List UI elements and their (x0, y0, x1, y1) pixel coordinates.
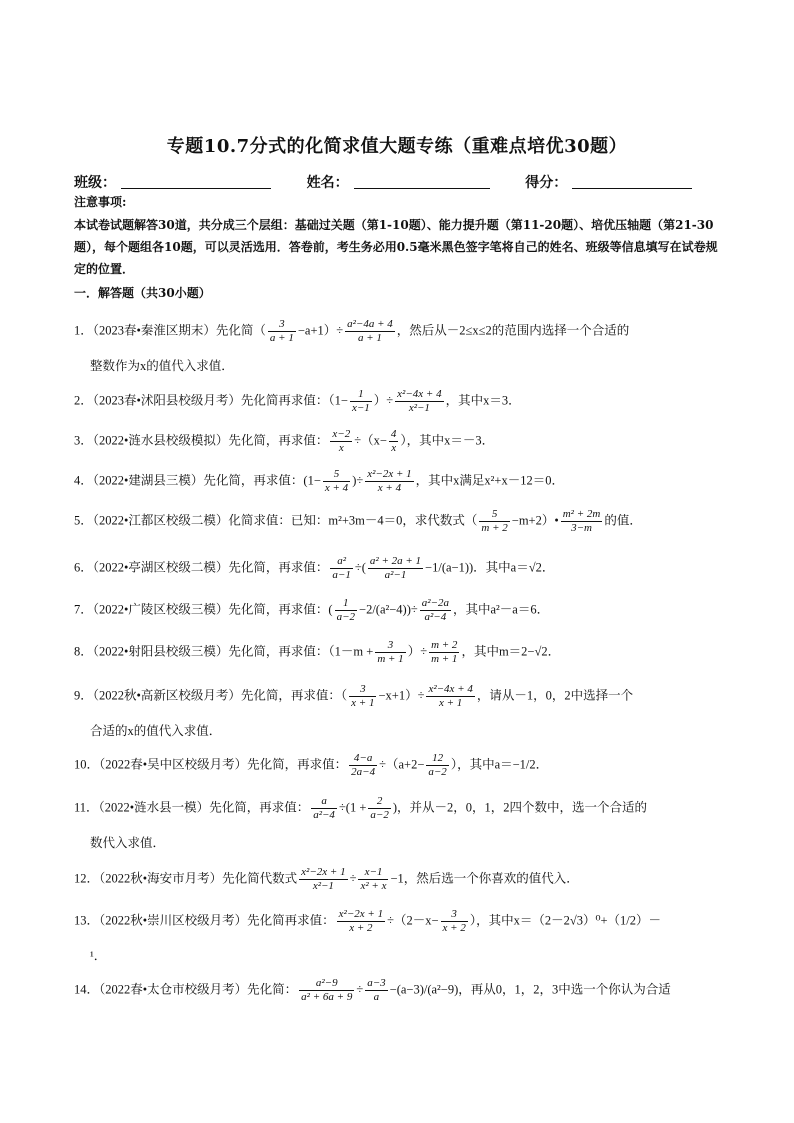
numerator: a²−2a (421, 597, 449, 609)
question-item (74, 639, 730, 666)
question-prompt: 先化简（ (215, 323, 266, 338)
denominator: x + 2 (442, 922, 466, 934)
question-item (74, 683, 730, 740)
fraction (349, 752, 377, 779)
question-source: （2022秋•崇川区校级月考） (99, 913, 248, 928)
question-item (74, 468, 730, 495)
class-field[interactable] (121, 174, 271, 189)
question-number: 2． (74, 393, 93, 408)
numerator: 1 (335, 597, 357, 611)
denominator: a−1 (332, 569, 351, 581)
denominator: x (338, 442, 344, 454)
question-source: （2022•亭湖区校级二模） (92, 560, 229, 575)
numerator: x−2 (332, 428, 351, 440)
fraction (375, 639, 405, 666)
fraction (368, 795, 390, 822)
question-continuation: 数代入求值． (90, 836, 166, 850)
denominator: 2a−4 (351, 766, 376, 778)
fraction (426, 683, 474, 710)
question-source: （2022秋•高新区校级月考） (92, 688, 241, 703)
question-source: （2023春•沭阳县校级月考） (92, 393, 241, 408)
question-number: 1． (74, 323, 93, 338)
fraction (365, 468, 413, 495)
numerator: 5 (479, 508, 509, 522)
question-prompt: 先化简，再求值：(1− (203, 473, 321, 488)
question-item (74, 508, 730, 535)
question-prompt: 先化简： (247, 982, 298, 997)
question-item (74, 795, 730, 852)
notes-body: 本试卷试题解答30道，共分成三个层组：基础过关题（第1-10题）、能力提升题（第11-20题）、培优压轴题（第21-30题），每个题组各10题，可以灵活选用．答卷前，考生务必用0.5毫米黑色签字笔将自己的姓名、班级等信息填写在试卷规定的位置． (74, 218, 718, 276)
question-number: 14． (74, 982, 100, 997)
question-number: 7． (74, 602, 93, 617)
fraction (345, 318, 395, 345)
numerator: a (311, 795, 337, 809)
numerator: 2 (368, 795, 390, 809)
numerator: a² + 2a + 1 (369, 555, 422, 567)
numerator: 3 (441, 908, 468, 922)
name-field[interactable] (354, 174, 490, 189)
question-tail: 的值． (604, 513, 642, 528)
denominator: a²−4 (424, 611, 447, 623)
question-number: 6． (74, 560, 93, 575)
question-tail: ），其中a＝−1/2． (450, 757, 549, 772)
denominator: a (373, 991, 380, 1003)
fraction (337, 908, 385, 935)
question-tail: −1/(a−1))．其中a＝√2． (425, 560, 555, 575)
denominator: a²−1 (384, 569, 407, 581)
fraction (350, 388, 372, 415)
question-item (74, 866, 730, 893)
question-operator: ÷ (356, 982, 364, 997)
question-source: （2022春•吴中区校级月考） (99, 757, 248, 772)
denominator: x + 1 (351, 697, 375, 709)
question-tail: −(a−3)/(a²−9)，再从0，1，2，3中选一个你认为合适 (389, 982, 671, 997)
question-prompt: 先化简，再求值：( (228, 602, 333, 617)
question-prompt: 先化简，再求值： (247, 757, 348, 772)
question-number: 10． (74, 757, 100, 772)
fraction (479, 508, 509, 535)
question-operator: ）÷ (373, 393, 394, 408)
denominator: m + 2 (481, 522, 508, 534)
denominator: a−2 (370, 809, 389, 821)
page-title: 专题10.7分式的化简求值大题专练（重难点培优30题） (166, 136, 628, 157)
question-operator: ÷（a+2− (379, 757, 425, 772)
notes-heading: 注意事项: (74, 195, 127, 209)
numerator: x²−2x + 1 (367, 468, 412, 480)
denominator: a−2 (336, 611, 356, 623)
question-prompt: 先化简，再求值：（ (240, 688, 348, 703)
question-source: （2023春•秦淮区期末） (92, 323, 216, 338)
denominator: x + 4 (377, 482, 402, 494)
denominator: m + 1 (431, 653, 458, 665)
question-number: 4． (74, 473, 93, 488)
numerator: a−3 (367, 977, 386, 989)
numerator: m² + 2m (562, 508, 601, 520)
score-field[interactable] (572, 174, 692, 189)
question-prompt: 先化简代数式 (222, 871, 298, 886)
question-operator: ）÷ (407, 644, 428, 659)
denominator: a + 1 (269, 332, 294, 344)
question-operator: −a+1）÷ (297, 323, 344, 338)
numerator: a²−9 (299, 977, 354, 991)
question-source: （2022•建湖县三模） (92, 473, 204, 488)
name-label: 姓名： (306, 175, 349, 191)
numerator: a² (330, 555, 352, 569)
question-item (74, 597, 730, 624)
denominator: x + 2 (349, 922, 373, 934)
fraction (365, 977, 387, 1004)
numerator: x²−4x + 4 (428, 683, 473, 695)
question-item (74, 908, 730, 965)
question-item (74, 752, 730, 779)
question-source: （2022秋•海安市月考） (99, 871, 223, 886)
numerator: 4−a (349, 752, 377, 766)
question-operator: −2/(a²−4))÷ (359, 602, 418, 617)
question-prompt: 先化简，再求值： (209, 800, 310, 815)
fraction (561, 508, 603, 535)
question-item (74, 318, 730, 375)
question-tail: ），其中x＝－3． (400, 433, 495, 448)
question-tail: ，其中x＝3． (445, 393, 521, 408)
fraction (395, 388, 443, 415)
student-info-row (74, 172, 734, 192)
fraction (330, 428, 352, 455)
fraction (299, 866, 347, 893)
denominator: x + 1 (439, 697, 463, 709)
question-continuation: 整数作为x的值代入求值． (90, 359, 234, 373)
denominator: a−2 (428, 766, 447, 778)
denominator: x (391, 442, 397, 454)
denominator: m + 1 (377, 653, 404, 665)
fraction (358, 866, 388, 893)
question-number: 5． (74, 513, 93, 528)
question-tail: −1，然后选一个你喜欢的值代入． (390, 871, 579, 886)
numerator: 12 (426, 752, 448, 766)
question-operator: −x+1）÷ (378, 688, 425, 703)
question-tail: ，然后从－2≤x≤2的范围内选择一个合适的 (396, 323, 630, 338)
question-tail: ，其中a²－a＝6． (452, 602, 550, 617)
fraction (349, 683, 376, 710)
question-continuation: ¹． (90, 949, 107, 963)
question-item (74, 388, 730, 415)
question-operator: ÷ (349, 871, 357, 886)
numerator: x²−4x + 4 (397, 388, 442, 400)
question-tail: ，请从－1，0，2中选择一个 (476, 688, 634, 703)
question-source: （2022•射阳县校级三模） (92, 644, 229, 659)
question-prompt: 先化简，再求值：（1－m + (228, 644, 374, 659)
numerator: x−1 (358, 866, 388, 880)
question-number: 9． (74, 688, 93, 703)
question-number: 8． (74, 644, 93, 659)
fraction (441, 908, 468, 935)
score-label: 得分： (525, 175, 568, 191)
numerator: 3 (268, 318, 296, 332)
question-tail: ，其中m＝2−√2． (461, 644, 561, 659)
question-number: 12． (74, 871, 100, 886)
denominator: a²−4 (313, 809, 335, 821)
question-item (74, 977, 730, 1004)
fraction (311, 795, 337, 822)
numerator: x²−2x + 1 (338, 908, 384, 920)
question-tail: ），其中x＝（2－2√3）⁰+（1/2）－ (469, 913, 661, 928)
denominator: a + 1 (357, 332, 382, 344)
question-source: （2022•江都区校级二模） (92, 513, 229, 528)
question-item (74, 555, 730, 582)
denominator: x−1 (351, 402, 370, 414)
question-operator: ÷(1 + (338, 800, 367, 815)
class-label: 班级： (74, 175, 116, 191)
question-number: 11． (74, 800, 99, 815)
question-number: 3． (74, 433, 93, 448)
section-heading: 一．解答题（共30小题） (74, 286, 211, 300)
question-prompt: 先化简再求值： (247, 913, 335, 928)
question-operator: −m+2）• (511, 513, 559, 528)
denominator: a² + 6a + 9 (301, 991, 353, 1003)
numerator: 3 (375, 639, 405, 653)
fraction (426, 752, 448, 779)
numerator: x²−2x + 1 (301, 866, 346, 878)
denominator: 3−m (571, 522, 592, 534)
question-operator: )÷ (352, 473, 364, 488)
fraction (323, 468, 350, 495)
fraction (420, 597, 451, 624)
question-prompt: 化简求值：已知：m²+3m－4＝0，求代数式（ (228, 513, 478, 528)
numerator: 4 (390, 428, 397, 440)
numerator: 1 (350, 388, 372, 402)
question-source: （2022•广陵区校级三模） (92, 602, 229, 617)
numerator: 3 (349, 683, 376, 697)
denominator: x² + x (360, 880, 387, 892)
question-prompt: 先化简，再求值： (228, 433, 329, 448)
question-prompt: 先化简，再求值： (228, 560, 329, 575)
question-number: 13． (74, 913, 100, 928)
numerator: a²−4a + 4 (347, 318, 393, 330)
fraction (335, 597, 357, 624)
denominator: x + 4 (324, 482, 349, 494)
numerator: m + 2 (431, 639, 458, 651)
denominator: x²−1 (312, 880, 334, 892)
fraction (299, 977, 354, 1004)
question-source: （2022春•太仓市校级月考） (99, 982, 248, 997)
fraction (268, 318, 296, 345)
question-operator: ÷（2－x− (387, 913, 439, 928)
question-prompt: 先化简再求值：（1− (240, 393, 348, 408)
question-item (74, 428, 730, 455)
numerator: 5 (323, 468, 350, 482)
question-tail: )，并从－2，0，1，2四个数中，选一个合适的 (392, 800, 647, 815)
question-source: （2022•涟水县一模） (98, 800, 210, 815)
fraction (429, 639, 459, 666)
question-tail: ，其中x满足x²+x－12＝0． (415, 473, 564, 488)
fraction (330, 555, 352, 582)
question-operator: ÷( (354, 560, 366, 575)
fraction (368, 555, 423, 582)
fraction (389, 428, 399, 455)
denominator: x²−1 (408, 402, 430, 414)
question-continuation: 合适的x的值代入求值． (90, 724, 222, 738)
question-source: （2022•涟水县校级模拟） (92, 433, 229, 448)
question-operator: ÷（x− (354, 433, 387, 448)
